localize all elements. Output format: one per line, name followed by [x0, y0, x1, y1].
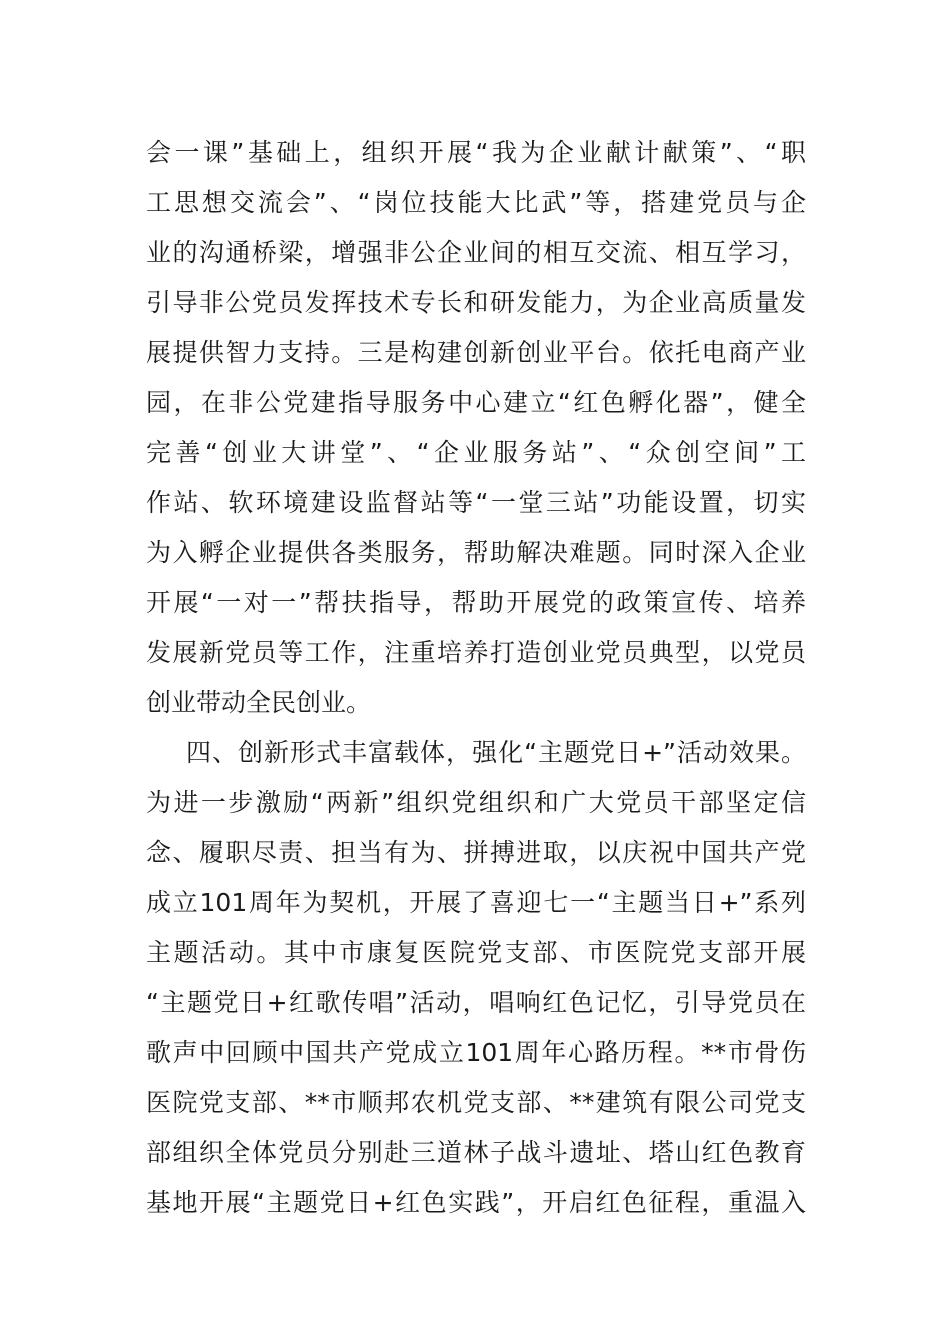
- text-line: 开展“一对一”帮扶指导，帮助开展党的政策宣传、培养: [146, 588, 806, 617]
- text-line: 工思想交流会”、“岗位技能大比武”等，搭建党员与企: [146, 188, 806, 217]
- text-line: 作站、软环境建设监督站等“一堂三站”功能设置，切实: [146, 488, 806, 517]
- text-line: 完善“创业大讲堂”、“企业服务站”、“众创空间”工: [146, 438, 806, 467]
- text-line: 会一课”基础上，组织开展“我为企业献计献策”、“职: [146, 138, 806, 167]
- text-line: 成立101周年为契机，开展了喜迎七一“主题当日+”系列: [146, 888, 806, 917]
- text-line: 基地开展“主题党日+红色实践”，开启红色征程，重温入: [146, 1188, 806, 1217]
- section-heading-line: 四、创新形式丰富载体，强化“主题党日+”活动效果。: [186, 738, 806, 767]
- text-line: 念、履职尽责、担当有为、拼搏进取，以庆祝中国共产党: [146, 838, 806, 867]
- text-line: 主题活动。其中市康复医院党支部、市医院党支部开展: [146, 938, 806, 967]
- text-line: 园，在非公党建指导服务中心建立“红色孵化器”，健全: [146, 388, 806, 417]
- text-line: “主题党日+红歌传唱”活动，唱响红色记忆，引导党员在: [146, 988, 806, 1017]
- text-line: 为入孵企业提供各类服务，帮助解决难题。同时深入企业: [146, 538, 806, 567]
- text-line: 医院党支部、**市顺邦农机党支部、**建筑有限公司党支: [146, 1088, 806, 1117]
- paragraph-end-line: 创业带动全民创业。: [146, 688, 372, 717]
- text-line: 展提供智力支持。三是构建创新创业平台。依托电商产业: [146, 338, 806, 367]
- text-line: 部组织全体党员分别赴三道林子战斗遗址、塔山红色教育: [146, 1138, 806, 1167]
- body-text: [146, 128, 806, 1228]
- text-line: 引导非公党员发挥技术专长和研发能力，为企业高质量发: [146, 288, 806, 317]
- text-line: 歌声中回顾中国共产党成立101周年心路历程。**市骨伤: [146, 1038, 806, 1067]
- text-line: 发展新党员等工作，注重培养打造创业党员典型，以党员: [146, 638, 806, 667]
- text-line: 为进一步激励“两新”组织党组织和广大党员干部坚定信: [146, 788, 806, 817]
- text-line: 业的沟通桥梁，增强非公企业间的相互交流、相互学习，: [146, 238, 806, 267]
